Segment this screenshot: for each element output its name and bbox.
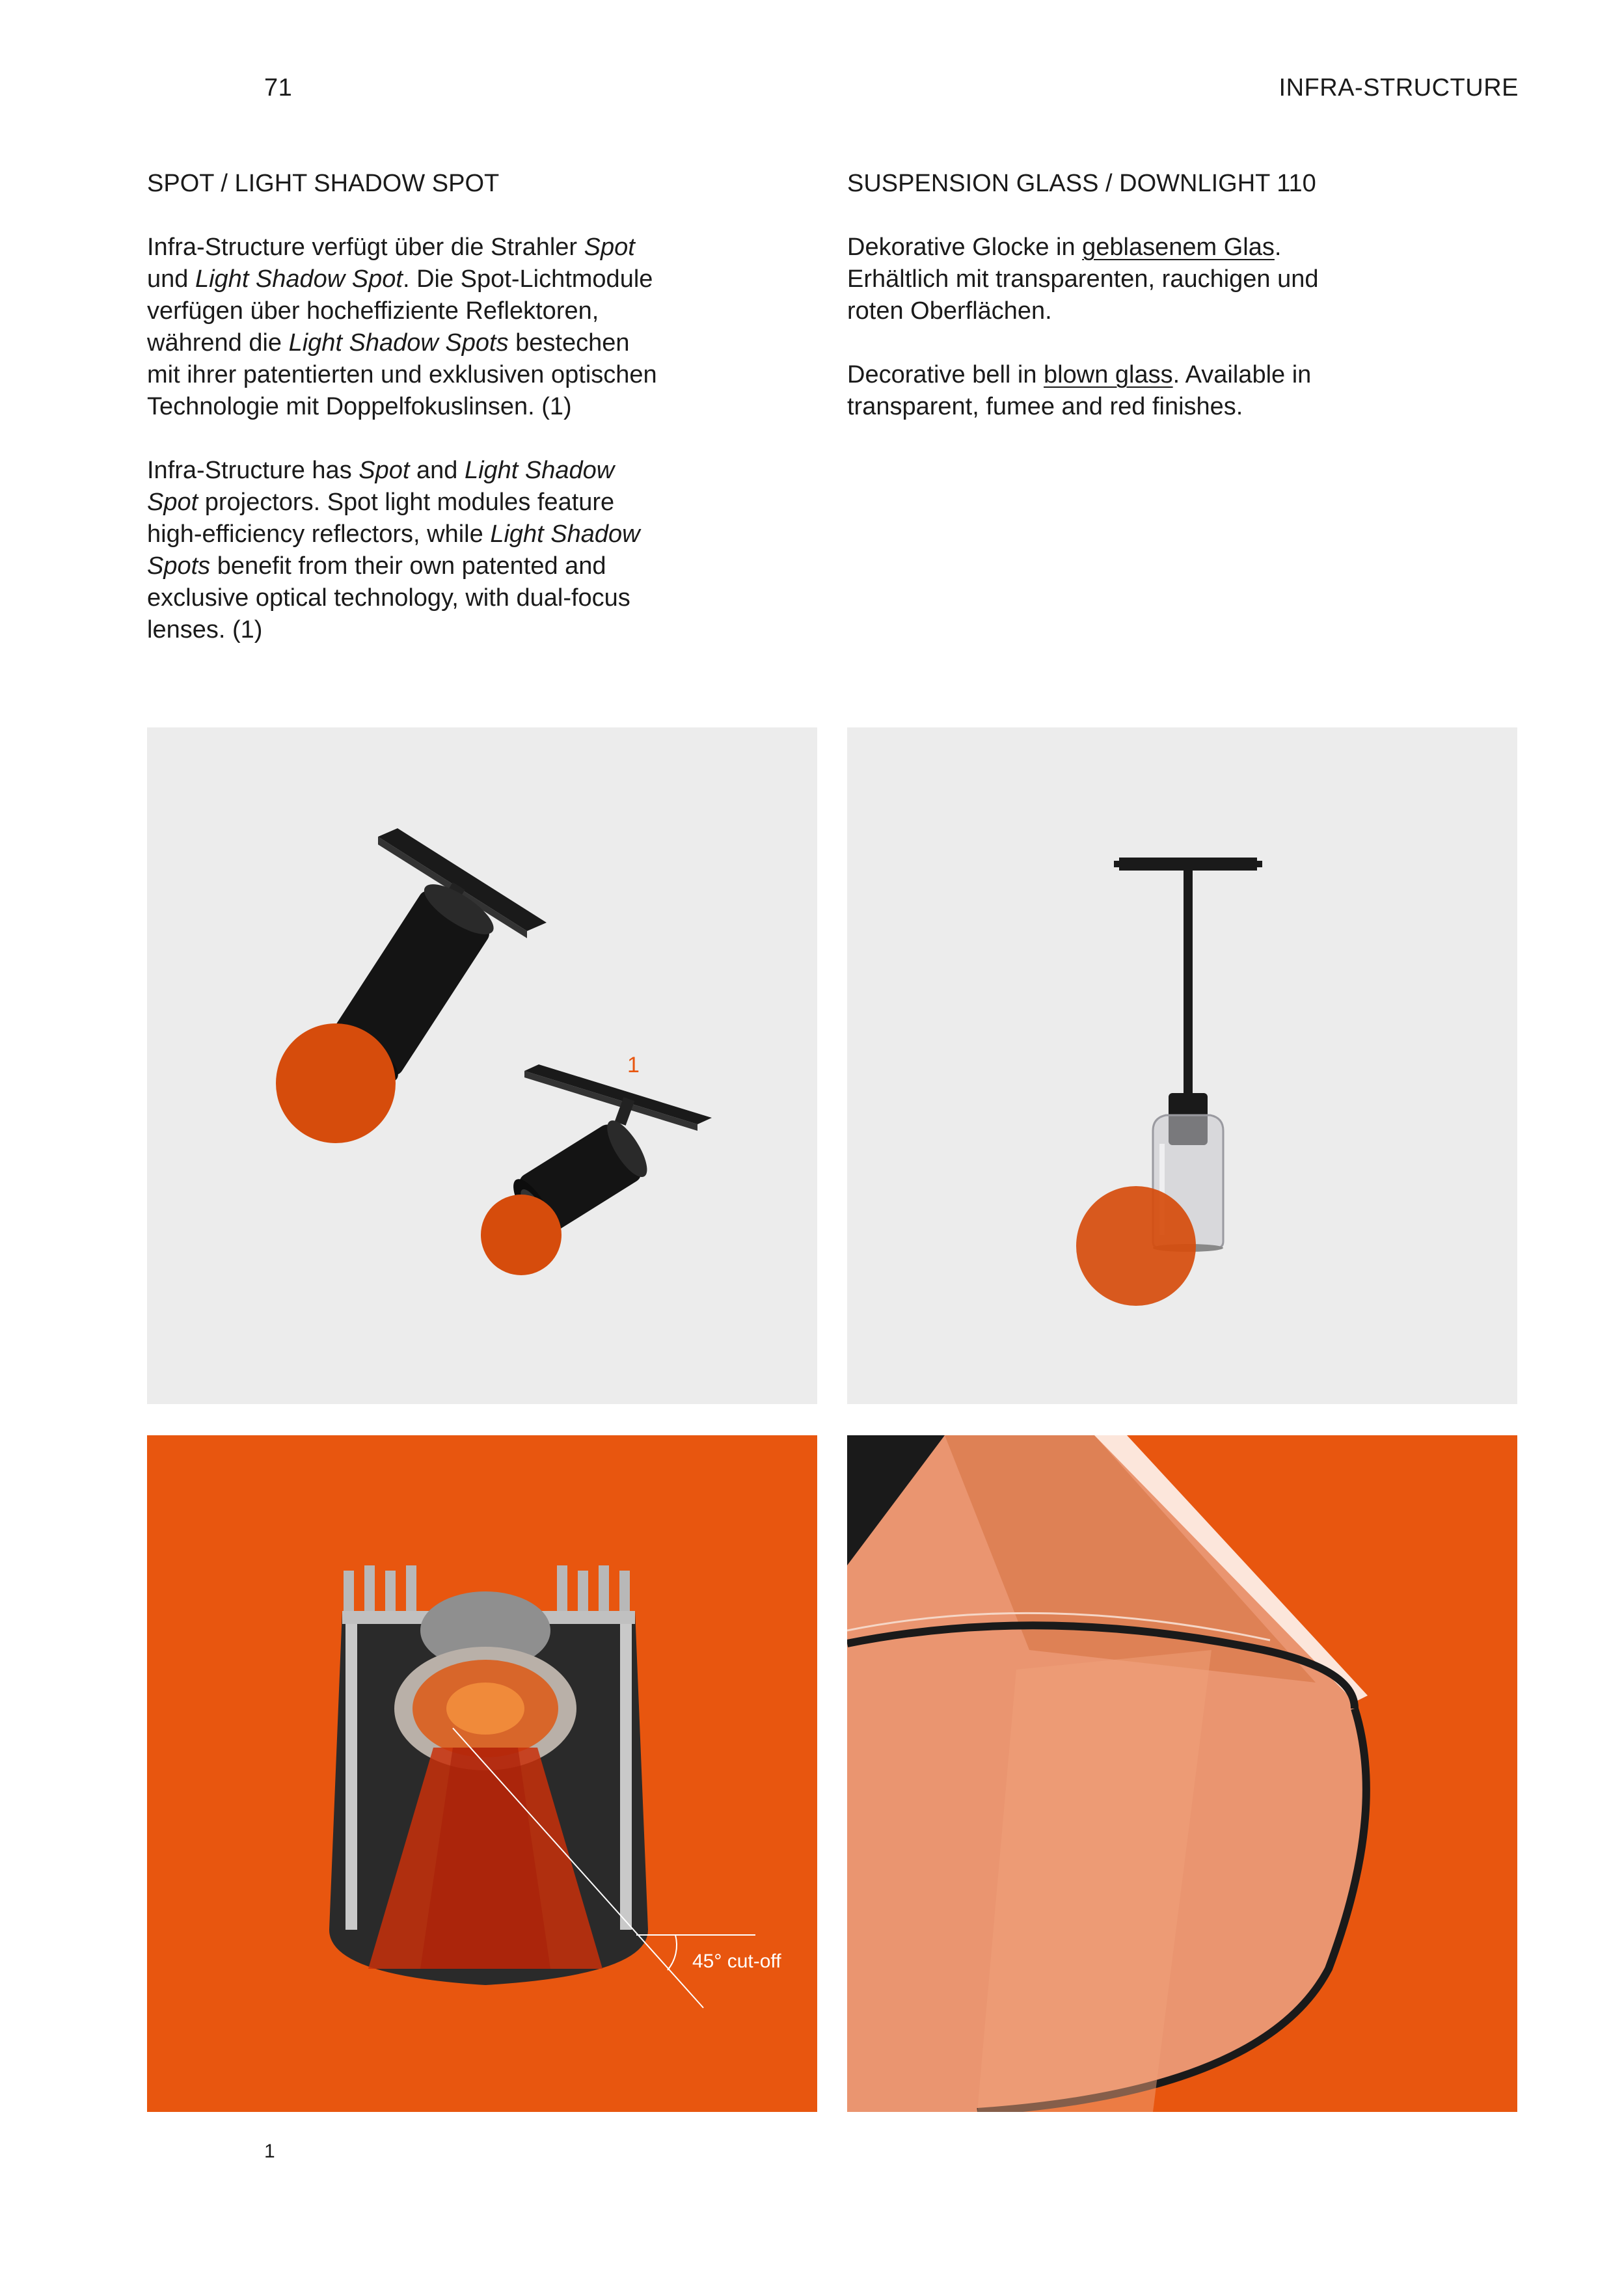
- text-run: und: [147, 265, 195, 293]
- text-run: Light Shadow Spot: [195, 265, 403, 293]
- section-title: INFRA-STRUCTURE: [1279, 74, 1519, 101]
- right-text-column: [847, 168, 1433, 423]
- glass-cone-icon: [847, 1435, 1370, 2112]
- page-number: 71: [264, 74, 293, 101]
- text-run: Decorative bell in: [847, 361, 1044, 388]
- left-de-paragraph: [147, 232, 720, 423]
- callout-number: 1: [627, 1053, 640, 1077]
- text-run: .: [1274, 234, 1282, 261]
- text-run: Dekorative Glocke in: [847, 234, 1083, 261]
- cutoff-label: 45° cut-off: [692, 1951, 781, 1972]
- text-run: Spots: [147, 552, 211, 580]
- text-run: projectors. Spot light modules feature: [198, 489, 615, 516]
- light-shadow-spot-section-image: [147, 1435, 817, 2112]
- text-run: Light Shadow: [464, 457, 615, 484]
- text-run: transparent, fumee and red finishes.: [847, 393, 1243, 420]
- text-run: während die: [147, 329, 289, 357]
- footnote-marker: 1: [264, 2141, 275, 2162]
- spot-projectors-image: [147, 727, 817, 1404]
- text-run: Light Shadow Spots: [288, 329, 509, 357]
- orange-dot-icon: [1076, 1186, 1196, 1306]
- orange-dot-icon: [481, 1195, 562, 1275]
- text-run: Spot: [359, 457, 410, 484]
- glass-bell-closeup-image: [847, 1435, 1517, 2112]
- left-heading: SPOT / LIGHT SHADOW SPOT: [147, 170, 500, 197]
- left-text-column: [147, 168, 720, 646]
- text-run: exclusive optical technology, with dual-focus: [147, 584, 630, 612]
- left-en-paragraph: [147, 455, 720, 646]
- text-run: Infra-Structure has: [147, 457, 359, 484]
- orange-dot-icon: [276, 1023, 396, 1143]
- text-run: lenses. (1): [147, 616, 263, 643]
- right-de-paragraph: [847, 232, 1433, 327]
- text-run: Light Shadow: [490, 521, 640, 548]
- text-run: Spot: [147, 489, 198, 516]
- track-adapter-icon: [1114, 858, 1262, 871]
- text-run: roten Oberflächen.: [847, 297, 1052, 325]
- text-run: Technologie mit Doppelfokuslinsen. (1): [147, 393, 572, 420]
- text-run: geblasenem Glas: [1082, 234, 1275, 261]
- text-run: mit ihrer patentierten und exklusiven optischen: [147, 361, 657, 388]
- text-run: . Die Spot-Lichtmodule: [402, 265, 653, 293]
- text-run: Erhältlich mit transparenten, rauchigen und: [847, 265, 1319, 293]
- pendant-rod: [1184, 869, 1193, 1097]
- text-run: and: [409, 457, 465, 484]
- text-run: verfügen über hocheffiziente Reflektoren,: [147, 297, 599, 325]
- right-en-paragraph: [847, 359, 1433, 423]
- text-run: . Available in: [1172, 361, 1312, 388]
- right-heading: SUSPENSION GLASS / DOWNLIGHT 110: [847, 170, 1316, 197]
- suspension-glass-image: [847, 727, 1517, 1404]
- text-run: bestechen: [508, 329, 630, 357]
- text-run: blown glass: [1044, 361, 1173, 388]
- text-run: Infra-Structure verfügt über die Strahler: [147, 234, 584, 261]
- text-run: high-efficiency reflectors, while: [147, 521, 491, 548]
- text-run: benefit from their own patented and: [210, 552, 606, 580]
- text-run: Spot: [584, 234, 635, 261]
